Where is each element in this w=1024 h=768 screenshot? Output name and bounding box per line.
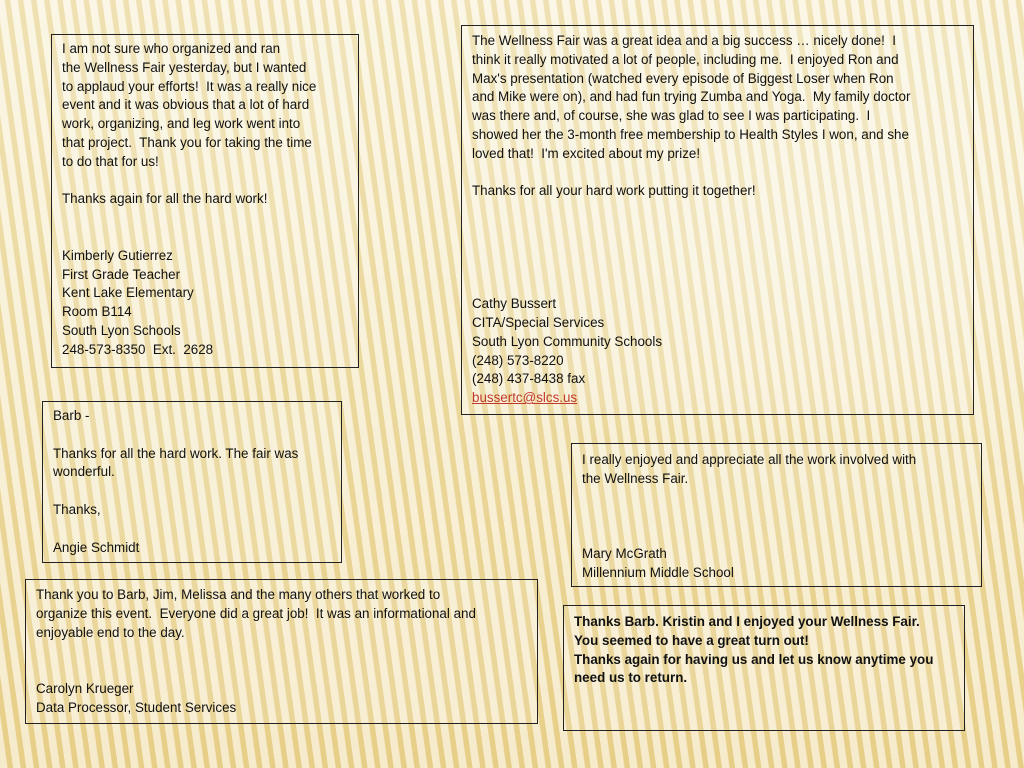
email-link[interactable]: bussertc@slcs.us — [472, 390, 578, 406]
note-kimberly-gutierrez — [51, 34, 359, 368]
signature-phone: (248) 573-8220 — [472, 352, 564, 368]
note-closing: Thanks again for all the hard work! — [62, 191, 268, 207]
signature-district: South Lyon Community Schools — [472, 333, 663, 349]
note-greeting: Barb - — [53, 408, 90, 423]
signature-title: First Grade Teacher — [62, 266, 181, 282]
note-body: Thanks Barb. Kristin and I enjoyed your Wellness Fair. You seemed to have a great turn out! Thanks again for having us and let us know anytime you need us to return. — [574, 614, 934, 686]
note-closing: Thanks, — [53, 501, 101, 517]
signature-phone: 248-573-8350 Ext. 2628 — [62, 341, 214, 357]
signature-name: Angie Schmidt — [53, 539, 140, 555]
note-carolyn-krueger — [25, 579, 538, 724]
signature-room: Room B114 — [62, 304, 132, 320]
note-body: Thank you to Barb, Jim, Melissa and the many others that worked to organize this event. Everyone did a great job! It was an informational and enjoyable end to the day. — [36, 587, 476, 640]
note-mary-mcgrath — [571, 443, 982, 587]
note-kristin — [563, 605, 965, 731]
signature-name: Cathy Bussert — [472, 296, 557, 312]
note-body: Thanks for all the hard work. The fair was wonderful. — [53, 445, 299, 480]
signature-name: Kimberly Gutierrez — [62, 247, 173, 263]
signature-fax: (248) 437-8438 fax — [472, 371, 586, 387]
signature-school: Millennium Middle School — [582, 564, 734, 580]
note-body: I really enjoyed and appreciate all the work involved with the Wellness Fair. — [582, 452, 917, 486]
signature-school: Kent Lake Elementary — [62, 285, 194, 301]
signature-name: Carolyn Krueger — [36, 680, 134, 696]
signature-title: CITA/Special Services — [472, 314, 605, 330]
signature-district: South Lyon Schools — [62, 322, 181, 338]
note-body: The Wellness Fair was a great idea and a big success … nicely done! I think it really motivated a lot of people, including me. I enjoyed Ron and Max's presentation (watched every episode of Biggest Loser when Ron and Mike were on), and had fun trying Zumba and Yoga. My family doctor was there and, of course, she was glad to see I was participating. I showed her the 3-month free membership to Health Styles I won, and she loved that! I'm excited about my prize! — [472, 33, 911, 161]
note-angie-schmidt — [42, 401, 342, 563]
note-body: I am not sure who organized and ran the Wellness Fair yesterday, but I wanted to applaud your efforts! It was a really nice event and it was obvious that a lot of hard work, organizing, and leg work went into that project. Thank you for taking the time to do that for us! — [62, 41, 317, 169]
signature-title: Data Processor, Student Services — [36, 699, 237, 715]
note-cathy-bussert — [461, 25, 974, 415]
note-closing: Thanks for all your hard work putting it together! — [472, 183, 756, 199]
signature-name: Mary McGrath — [582, 545, 667, 561]
